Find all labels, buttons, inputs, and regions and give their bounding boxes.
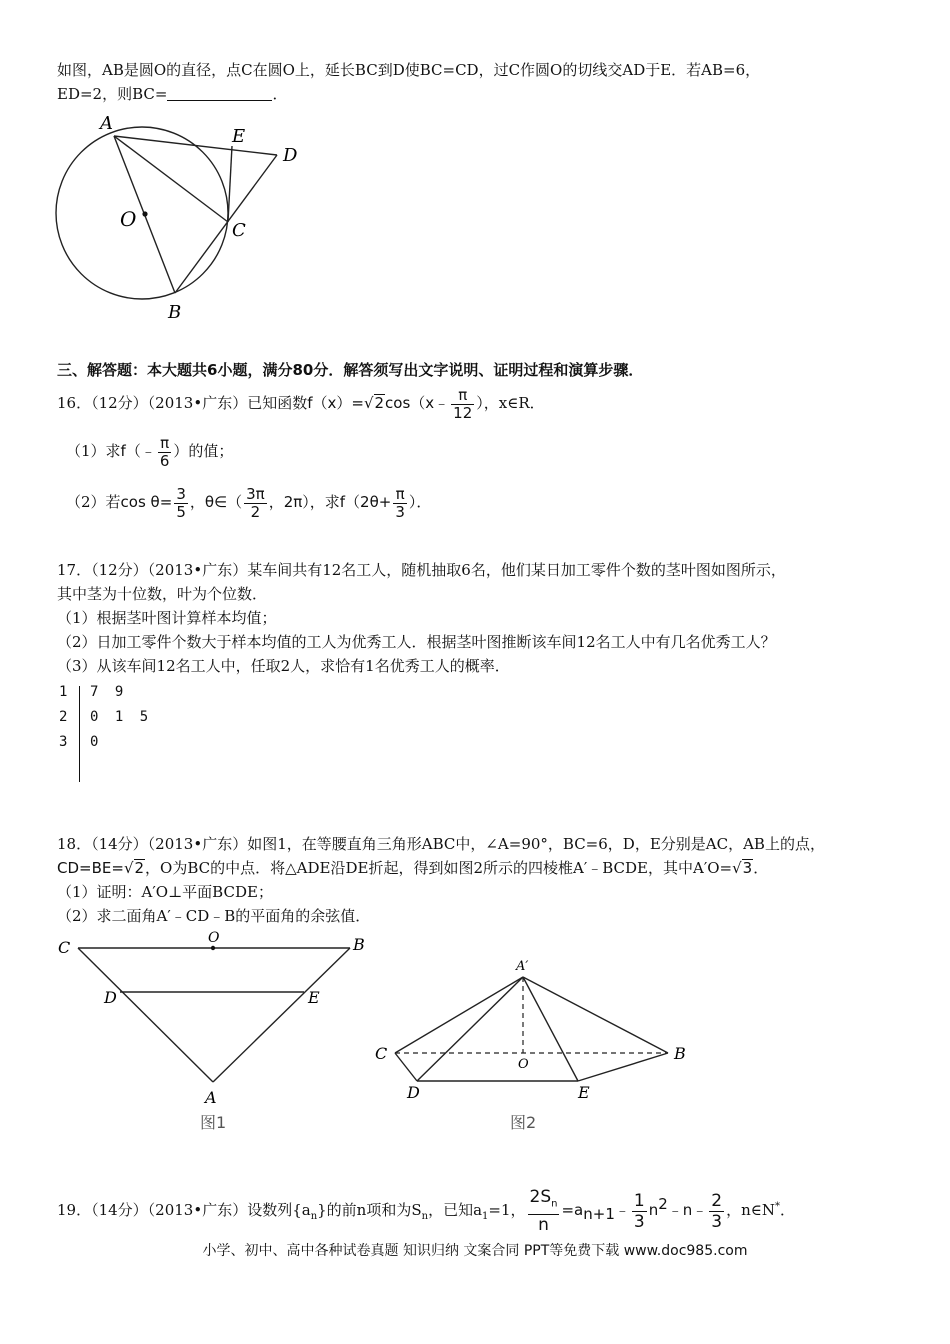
sqrt-2: 2: [374, 394, 385, 412]
part2-theta: ，θ∈（: [189, 493, 243, 511]
p19-mid2: ，已知a: [428, 1201, 483, 1219]
problem-18-line2: CD=BE=√2，O为BC的中点．将△ADE沿DE折起，得到如图2所示的四棱椎A′﹣BCDE，其中A′O=√3．: [57, 859, 769, 877]
problem-17-part3: （3）从该车间12名工人中，任取2人，求恰有1名优秀工人的概率．: [57, 657, 510, 675]
problem-17: [57, 558, 786, 678]
fig2-label-B: B: [674, 1044, 686, 1063]
fig1-label-D: D: [104, 988, 117, 1007]
figure-2: [370, 950, 700, 1140]
func-f: f（x）=: [307, 394, 364, 412]
label-A: A: [100, 113, 113, 134]
frac-pi-3: $\frac{\pi}{3}$: [395, 484, 405, 521]
p19-n: n: [648, 1201, 659, 1219]
problem-16-part1: [66, 430, 233, 472]
p19-sub-n1: n+1: [583, 1205, 615, 1223]
p19-minus-n: ﹣n﹣: [667, 1201, 708, 1219]
p19-tail: ，n∈N: [726, 1201, 776, 1219]
figure-1: [50, 925, 370, 1137]
problem-16-lead: 16．（12分）（2013•广东）已知函数: [57, 394, 308, 412]
sqrt-3: 3: [742, 859, 753, 877]
stem-value: 2: [59, 709, 68, 725]
answer-blank: [167, 84, 272, 101]
p19-minus: ﹣: [614, 1201, 630, 1219]
part1-tail: ）的值；: [173, 442, 234, 460]
p19-eq: =a: [561, 1201, 584, 1219]
frac-pi-6: $\frac{\pi}{6}$: [159, 433, 170, 470]
leaf-values: 0 1 5: [90, 709, 149, 725]
stem-value: 1: [59, 684, 68, 700]
problem-15-line2-text: ED=2，则BC=: [57, 85, 168, 103]
part2-tail: ）．: [408, 493, 432, 511]
fig1-label-A: A: [205, 1088, 217, 1107]
label-O: O: [120, 207, 137, 231]
stem-value: 3: [59, 734, 68, 750]
problem-17-part1: （1）根据茎叶图计算样本均值；: [57, 609, 277, 627]
p19-star: *: [775, 1201, 781, 1212]
cos-part: cos（x﹣: [385, 394, 450, 412]
problem-16-part2: [66, 480, 431, 524]
problem-18-end: ．: [753, 859, 769, 877]
problem-17-line2: 其中茎为十位数，叶为个位数．: [57, 585, 268, 603]
problem-15-period: ．: [272, 85, 288, 103]
cd-be: CD=BE=: [57, 859, 124, 877]
part2-cos: cos θ=: [120, 493, 173, 511]
fig2-caption: 图2: [510, 1113, 537, 1132]
sqrt-2: 2: [134, 859, 145, 877]
label-C: C: [232, 220, 246, 241]
p19-sub-1: 1: [482, 1211, 489, 1222]
fig1-label-C: C: [58, 938, 71, 957]
fig1-label-B: B: [353, 935, 365, 954]
fig2-label-D: D: [407, 1083, 420, 1102]
fig1-caption: 图1: [200, 1113, 227, 1132]
p19-lead: 19．（14分）（2013•广东）设数列{a: [57, 1201, 311, 1219]
part1-f: f（﹣: [120, 442, 156, 460]
frac-pi-12: $\frac{\pi}{12}$: [453, 385, 473, 422]
problem-16-stem: 16．（12分）（2013•广东）已知函数f（x）=√2cos（x﹣ $\frac{\pi}{12}$ ），x∈R．: [57, 385, 545, 422]
problem-19: [57, 1180, 796, 1236]
section-3-heading: 三、解答题：本大题共6小题，满分80分．解答须写出文字说明、证明过程和演算步骤．: [57, 361, 644, 379]
part2-range: ，2π），求: [268, 493, 340, 511]
fig2-label-A: A′: [516, 959, 529, 974]
frac-1-3: $\frac{1}{3}$: [633, 1190, 645, 1232]
part2-f: f（2θ+: [339, 493, 392, 511]
problem-16-tail: ），x∈R．: [476, 394, 545, 412]
problem-18-line1: 18．（14分）（2013•广东）如图1，在等腰直角三角形ABC中，∠A=90°，BC=6，D，E分别是AC，AB上的点，: [57, 835, 825, 853]
problem-15-line1: 如图，AB是圆O的直径，点C在圆O上，延长BC到D使BC=CD，过C作圆O的切线交AD于E．若AB=6，: [57, 61, 761, 79]
problem-18-part1: （1）证明：A′O⊥平面BCDE；: [57, 883, 273, 901]
problem-18-part2: （2）求二面角A′﹣CD﹣B的平面角的余弦值．: [57, 907, 371, 925]
fig2-label-O: O: [518, 1057, 529, 1072]
part2-label: （2）若: [66, 493, 121, 511]
problem-17-part2: （2）日加工零件个数大于样本均值的工人为优秀工人．根据茎叶图推断该车间12名工人中有几名优秀工人？: [57, 633, 776, 651]
p19-dot: ．: [780, 1201, 796, 1219]
circle-figure: [50, 108, 320, 328]
label-D: D: [283, 145, 298, 166]
footer-banner: 小学、初中、高中各种试卷真题 知识归纳 文案合同 PPT等免费下载 www.doc985.com: [202, 1243, 748, 1259]
p19-mid1: }的前n项和为S: [317, 1201, 422, 1219]
fig1-label-E: E: [308, 988, 320, 1007]
frac-2Sn-n: $\frac{2S_n}{n}$: [529, 1186, 558, 1236]
frac-3pi-2: $\frac{3\pi}{2}$: [246, 484, 265, 521]
frac-2-3: $\frac{2}{3}$: [711, 1190, 723, 1232]
leaf-values: 7 9: [90, 684, 124, 700]
stem-leaf-divider: [79, 686, 80, 782]
leaf-values: 0: [90, 734, 99, 750]
problem-17-line1: 17．（12分）（2013•广东）某车间共有12名工人，随机抽取6名，他们某日加工零件个数的茎叶图如图所示，: [57, 561, 786, 579]
fig2-label-E: E: [578, 1083, 590, 1102]
fig1-label-O: O: [208, 930, 220, 946]
fig2-label-C: C: [375, 1044, 388, 1063]
problem-18: [57, 832, 825, 928]
part1-label: （1）求: [66, 442, 121, 460]
label-E: E: [232, 126, 246, 147]
frac-3-5: $\frac{3}{5}$: [176, 484, 186, 521]
problem-18-mid: ，O为BC的中点．将△ADE沿DE折起，得到如图2所示的四棱椎A′﹣BCDE，其中A′O=: [145, 859, 733, 877]
problem-15-line2: [57, 82, 760, 106]
label-B: B: [168, 302, 182, 323]
problem-15-text: [57, 58, 760, 106]
p19-mid3: =1，: [488, 1201, 526, 1219]
p19-sub-n2: n: [421, 1211, 429, 1222]
p19-sub-n: n: [310, 1211, 318, 1222]
p19-square: 2: [658, 1195, 668, 1213]
